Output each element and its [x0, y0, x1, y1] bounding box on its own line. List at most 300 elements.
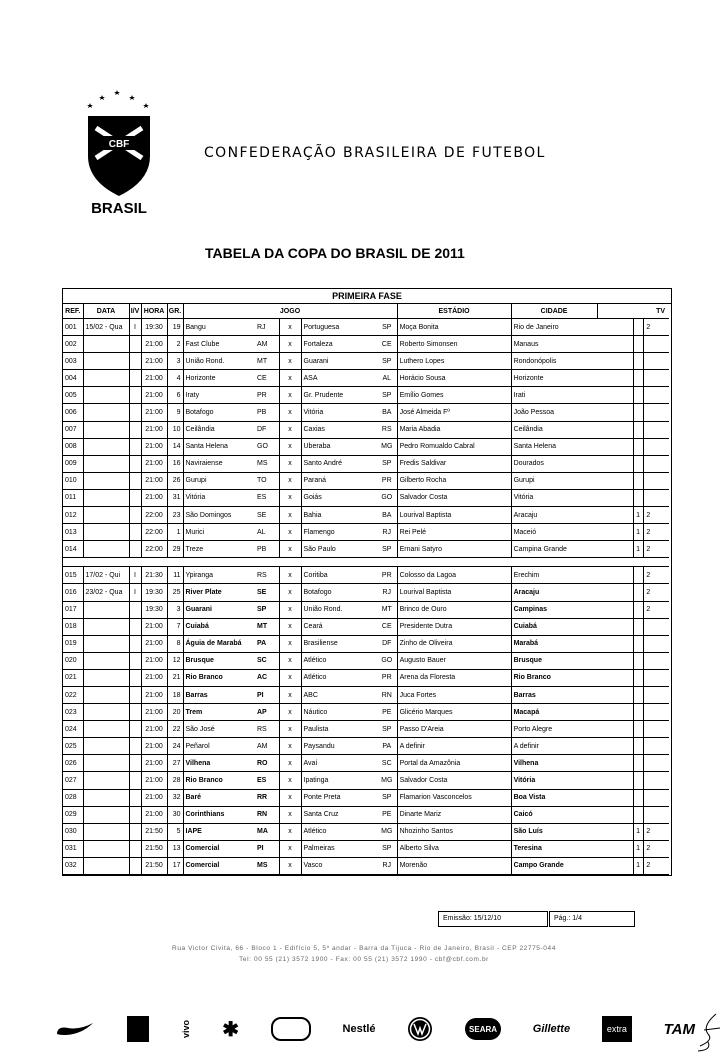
- cell-city: Manaus: [511, 336, 597, 353]
- cell-away-state: SP: [377, 387, 397, 404]
- table-row: [63, 669, 669, 686]
- phase-title: PRIMEIRA FASE: [63, 289, 671, 304]
- col-date: DATA: [83, 304, 129, 319]
- cell-home-team: Águia de Marabá: [183, 635, 255, 652]
- cell-away-team: Brasiliense: [301, 635, 377, 652]
- table-row: [63, 857, 669, 874]
- cell-time: 21:00: [141, 789, 167, 806]
- cell-stadium: Moça Bonita: [397, 319, 511, 336]
- vivo-logo: vivo: [180, 1019, 191, 1038]
- itau-logo: [127, 1016, 149, 1042]
- cell-away-team: Portuguesa: [301, 319, 377, 336]
- cell-home-team: Naviraiense: [183, 455, 255, 472]
- cell-vs: x: [279, 738, 301, 755]
- cell-time: 21:00: [141, 721, 167, 738]
- cell-vs: x: [279, 669, 301, 686]
- cell-date: [83, 336, 129, 353]
- cell-tv-end: [653, 404, 669, 421]
- cell-date: [83, 507, 129, 524]
- cell-tv-blank: [597, 336, 633, 353]
- cell-tv-end: [653, 635, 669, 652]
- cell-tv-1: [633, 336, 643, 353]
- cell-date: [83, 370, 129, 387]
- col-group: GR.: [167, 304, 183, 319]
- cell-tv-blank: [597, 319, 633, 336]
- cell-away-state: SP: [377, 840, 397, 857]
- cell-date: [83, 857, 129, 874]
- cell-group: 13: [167, 840, 183, 857]
- cell-date: [83, 772, 129, 789]
- cell-tv-blank: [597, 669, 633, 686]
- cell-group: 1: [167, 524, 183, 541]
- col-stadium: ESTÁDIO: [397, 304, 511, 319]
- signature-mark: [694, 1012, 724, 1052]
- cell-time: 21:00: [141, 806, 167, 823]
- cell-tv-end: [653, 806, 669, 823]
- cell-ref: 002: [63, 336, 83, 353]
- cell-iv: [129, 823, 141, 840]
- table-row: [63, 336, 669, 353]
- cell-time: 22:00: [141, 541, 167, 558]
- cell-tv-end: [653, 524, 669, 541]
- cell-vs: x: [279, 686, 301, 703]
- cell-tv-end: [653, 489, 669, 506]
- table-row: [63, 686, 669, 703]
- table-row: [63, 584, 669, 601]
- cell-ref: 016: [63, 584, 83, 601]
- cell-home-state: RS: [255, 567, 279, 584]
- cell-city: Cuiabá: [511, 618, 597, 635]
- cell-away-team: Vasco: [301, 857, 377, 874]
- cell-iv: [129, 404, 141, 421]
- cell-time: 21:50: [141, 840, 167, 857]
- cell-away-team: Ipatinga: [301, 772, 377, 789]
- cell-home-state: SE: [255, 584, 279, 601]
- cell-home-team: Murici: [183, 524, 255, 541]
- cell-stadium: Passo D'Areia: [397, 721, 511, 738]
- cell-away-team: Botafogo: [301, 584, 377, 601]
- cell-away-team: Caxias: [301, 421, 377, 438]
- cell-city: Vilhena: [511, 755, 597, 772]
- cell-stadium: Dinarte Mariz: [397, 806, 511, 823]
- cell-city: Horizonte: [511, 370, 597, 387]
- cell-home-state: MA: [255, 823, 279, 840]
- cell-time: 21:00: [141, 489, 167, 506]
- cell-tv-end: [653, 669, 669, 686]
- cell-tv-blank: [597, 840, 633, 857]
- cell-city: Barras: [511, 686, 597, 703]
- cell-time: 21:00: [141, 704, 167, 721]
- cell-home-state: AC: [255, 669, 279, 686]
- cell-time: 21:00: [141, 404, 167, 421]
- cell-group: 30: [167, 806, 183, 823]
- cell-vs: x: [279, 806, 301, 823]
- cell-away-team: Náutico: [301, 704, 377, 721]
- cell-iv: [129, 669, 141, 686]
- table-row: [63, 789, 669, 806]
- cell-tv-end: [653, 601, 669, 618]
- cell-tv-1: [633, 635, 643, 652]
- cell-time: 21:30: [141, 567, 167, 584]
- cell-tv-blank: [597, 806, 633, 823]
- cell-away-state: PE: [377, 806, 397, 823]
- cell-home-team: Botafogo: [183, 404, 255, 421]
- guarana-antarctica-logo: [271, 1017, 311, 1041]
- cell-stadium: José Almeida Fº: [397, 404, 511, 421]
- cell-tv-blank: [597, 857, 633, 874]
- cell-stadium: Roberto Simonsen: [397, 336, 511, 353]
- cell-home-state: AP: [255, 704, 279, 721]
- cell-tv-end: [653, 370, 669, 387]
- cell-date: [83, 438, 129, 455]
- table-row: [63, 772, 669, 789]
- cell-tv-blank: [597, 686, 633, 703]
- cell-time: 22:00: [141, 524, 167, 541]
- cell-group: 7: [167, 618, 183, 635]
- cell-ref: 020: [63, 652, 83, 669]
- cell-date: [83, 789, 129, 806]
- cell-city: Aracaju: [511, 584, 597, 601]
- cell-tv-1: [633, 438, 643, 455]
- cell-vs: x: [279, 370, 301, 387]
- cell-away-state: RN: [377, 686, 397, 703]
- cell-tv-2: [643, 789, 653, 806]
- table-row: [63, 541, 669, 558]
- cell-group: 18: [167, 686, 183, 703]
- cell-date: [83, 840, 129, 857]
- cell-time: 21:00: [141, 336, 167, 353]
- table-row: [63, 404, 669, 421]
- cell-away-state: SP: [377, 789, 397, 806]
- cell-home-team: Treze: [183, 541, 255, 558]
- cell-iv: I: [129, 584, 141, 601]
- cell-stadium: Glicério Marques: [397, 704, 511, 721]
- vivo-symbol-icon: ✱: [222, 1018, 240, 1041]
- cell-away-state: DF: [377, 635, 397, 652]
- cell-away-team: ABC: [301, 686, 377, 703]
- table-row: [63, 823, 669, 840]
- cell-vs: x: [279, 823, 301, 840]
- cell-ref: 001: [63, 319, 83, 336]
- col-city: CIDADE: [511, 304, 597, 319]
- cell-home-team: Corinthians: [183, 806, 255, 823]
- cell-stadium: Morenão: [397, 857, 511, 874]
- cell-home-state: AL: [255, 524, 279, 541]
- cell-stadium: Zinho de Oliveira: [397, 635, 511, 652]
- cell-home-state: MT: [255, 353, 279, 370]
- cell-date: [83, 704, 129, 721]
- cell-home-team: Fast Clube: [183, 336, 255, 353]
- table-row: [63, 755, 669, 772]
- cell-home-state: DF: [255, 421, 279, 438]
- cell-group: 29: [167, 541, 183, 558]
- cell-tv-blank: [597, 652, 633, 669]
- cell-tv-blank: [597, 438, 633, 455]
- cell-date: [83, 601, 129, 618]
- cell-tv-blank: [597, 507, 633, 524]
- cell-tv-blank: [597, 387, 633, 404]
- cell-home-state: RR: [255, 789, 279, 806]
- cell-iv: [129, 806, 141, 823]
- cell-away-state: SP: [377, 455, 397, 472]
- cell-tv-end: [653, 472, 669, 489]
- cell-home-team: Vitória: [183, 489, 255, 506]
- cell-tv-blank: [597, 353, 633, 370]
- cell-ref: 010: [63, 472, 83, 489]
- cell-vs: x: [279, 421, 301, 438]
- cell-group: 3: [167, 601, 183, 618]
- cell-tv-end: [653, 857, 669, 874]
- cell-ref: 012: [63, 507, 83, 524]
- cbf-crest-logo: [78, 86, 160, 216]
- cell-stadium: Augusto Bauer: [397, 652, 511, 669]
- nike-logo: [55, 1020, 95, 1038]
- cell-home-state: PB: [255, 404, 279, 421]
- cell-vs: x: [279, 601, 301, 618]
- cell-tv-1: [633, 455, 643, 472]
- cell-tv-2: [643, 421, 653, 438]
- cell-iv: [129, 336, 141, 353]
- cell-iv: [129, 772, 141, 789]
- cell-date: [83, 618, 129, 635]
- cell-home-state: RO: [255, 755, 279, 772]
- cell-iv: [129, 618, 141, 635]
- cell-iv: [129, 652, 141, 669]
- cell-tv-blank: [597, 455, 633, 472]
- cell-ref: 008: [63, 438, 83, 455]
- cell-tv-2: [643, 721, 653, 738]
- cell-tv-2: 2: [643, 857, 653, 874]
- cell-away-team: Vitória: [301, 404, 377, 421]
- cell-tv-1: [633, 404, 643, 421]
- cell-city: Macapá: [511, 704, 597, 721]
- cell-time: 19:30: [141, 601, 167, 618]
- cell-vs: x: [279, 584, 301, 601]
- cell-iv: [129, 755, 141, 772]
- cell-city: Porto Alegre: [511, 721, 597, 738]
- cell-date: [83, 541, 129, 558]
- cell-iv: [129, 738, 141, 755]
- cell-home-state: SC: [255, 652, 279, 669]
- cell-city: Rondonópolis: [511, 353, 597, 370]
- cell-group: 32: [167, 789, 183, 806]
- cell-city: Ceilândia: [511, 421, 597, 438]
- cell-tv-1: [633, 319, 643, 336]
- cell-tv-blank: [597, 823, 633, 840]
- cell-tv-blank: [597, 755, 633, 772]
- cell-away-team: São Paulo: [301, 541, 377, 558]
- organization-title: CONFEDERAÇÃO BRASILEIRA DE FUTEBOL: [204, 145, 546, 161]
- cell-iv: [129, 686, 141, 703]
- cell-tv-end: [653, 618, 669, 635]
- cell-tv-1: [633, 421, 643, 438]
- cell-ref: 027: [63, 772, 83, 789]
- cell-tv-1: [633, 738, 643, 755]
- table-header-row: [63, 304, 669, 319]
- cell-home-state: MT: [255, 618, 279, 635]
- svg-text:BRASIL: BRASIL: [91, 200, 147, 216]
- cell-stadium: Portal da Amazônia: [397, 755, 511, 772]
- table-row: [63, 704, 669, 721]
- cell-ref: 032: [63, 857, 83, 874]
- cell-tv-2: [643, 472, 653, 489]
- cell-tv-end: [653, 438, 669, 455]
- cell-home-state: MS: [255, 455, 279, 472]
- cell-vs: x: [279, 541, 301, 558]
- cell-date: 15/02 - Qua: [83, 319, 129, 336]
- cell-city: Gurupi: [511, 472, 597, 489]
- cell-group: 10: [167, 421, 183, 438]
- cell-group: 23: [167, 507, 183, 524]
- cell-group: 26: [167, 472, 183, 489]
- cell-home-team: River Plate: [183, 584, 255, 601]
- col-time: HORA: [141, 304, 167, 319]
- cell-date: [83, 404, 129, 421]
- cell-vs: x: [279, 507, 301, 524]
- cell-tv-1: 1: [633, 823, 643, 840]
- cell-tv-2: [643, 686, 653, 703]
- cell-vs: x: [279, 772, 301, 789]
- cell-away-state: SP: [377, 353, 397, 370]
- cell-away-team: Paysandu: [301, 738, 377, 755]
- cell-ref: 023: [63, 704, 83, 721]
- cell-away-team: ASA: [301, 370, 377, 387]
- cell-tv-2: 2: [643, 823, 653, 840]
- cell-ref: 015: [63, 567, 83, 584]
- cell-tv-2: 2: [643, 584, 653, 601]
- cell-away-team: Guarani: [301, 353, 377, 370]
- cell-time: 21:50: [141, 823, 167, 840]
- table-row: [63, 370, 669, 387]
- cell-away-state: MT: [377, 601, 397, 618]
- cell-ref: 028: [63, 789, 83, 806]
- cell-home-team: IAPE: [183, 823, 255, 840]
- cell-tv-2: [643, 652, 653, 669]
- cell-date: [83, 669, 129, 686]
- cell-time: 21:00: [141, 387, 167, 404]
- cell-date: [83, 387, 129, 404]
- cell-group: 28: [167, 772, 183, 789]
- cell-ref: 026: [63, 755, 83, 772]
- cell-vs: x: [279, 387, 301, 404]
- cell-away-team: Avaí: [301, 755, 377, 772]
- cell-home-state: PI: [255, 686, 279, 703]
- cell-tv-2: [643, 704, 653, 721]
- cell-away-state: SP: [377, 721, 397, 738]
- cell-away-team: Gr. Prudente: [301, 387, 377, 404]
- cell-group: 25: [167, 584, 183, 601]
- cell-iv: [129, 353, 141, 370]
- cell-tv-2: [643, 336, 653, 353]
- emission-date: Emissão: 15/12/10: [438, 911, 548, 927]
- cell-away-team: Ceará: [301, 618, 377, 635]
- cell-stadium: Nhozinho Santos: [397, 823, 511, 840]
- cell-city: Dourados: [511, 455, 597, 472]
- cell-tv-1: [633, 755, 643, 772]
- cell-tv-2: [643, 404, 653, 421]
- cell-city: Caicó: [511, 806, 597, 823]
- cell-tv-1: [633, 567, 643, 584]
- cell-stadium: Fredis Saldivar: [397, 455, 511, 472]
- cell-tv-blank: [597, 601, 633, 618]
- cell-iv: I: [129, 319, 141, 336]
- cell-ref: 006: [63, 404, 83, 421]
- col-iv: I/V: [129, 304, 141, 319]
- cell-vs: x: [279, 721, 301, 738]
- table-row: [63, 635, 669, 652]
- cell-stadium: Salvador Costa: [397, 489, 511, 506]
- cell-date: [83, 421, 129, 438]
- cell-away-team: Coritiba: [301, 567, 377, 584]
- cell-date: [83, 806, 129, 823]
- cell-tv-1: [633, 772, 643, 789]
- cell-away-team: Palmeiras: [301, 840, 377, 857]
- cell-date: [83, 353, 129, 370]
- cell-ref: 017: [63, 601, 83, 618]
- cell-city: Erechim: [511, 567, 597, 584]
- cell-home-team: Baré: [183, 789, 255, 806]
- cell-iv: [129, 421, 141, 438]
- schedule-table: [62, 288, 672, 876]
- cell-iv: [129, 438, 141, 455]
- cell-group: 31: [167, 489, 183, 506]
- cell-home-team: Santa Helena: [183, 438, 255, 455]
- table-row: [63, 455, 669, 472]
- cell-iv: [129, 721, 141, 738]
- cell-away-state: BA: [377, 507, 397, 524]
- cell-tv-2: [643, 438, 653, 455]
- cell-city: Rio de Janeiro: [511, 319, 597, 336]
- cell-home-state: ES: [255, 489, 279, 506]
- cell-stadium: Flamarion Vasconcelos: [397, 789, 511, 806]
- cell-date: [83, 823, 129, 840]
- cell-away-state: MG: [377, 438, 397, 455]
- cell-stadium: Lourival Baptista: [397, 584, 511, 601]
- cell-away-team: Bahia: [301, 507, 377, 524]
- cell-group: 27: [167, 755, 183, 772]
- gillette-logo: Gillette: [532, 1023, 571, 1035]
- cell-tv-2: [643, 489, 653, 506]
- cell-city: Irati: [511, 387, 597, 404]
- cell-away-state: AL: [377, 370, 397, 387]
- cell-ref: 004: [63, 370, 83, 387]
- cell-home-team: São Domingos: [183, 507, 255, 524]
- cell-group: 21: [167, 669, 183, 686]
- cell-group: 11: [167, 567, 183, 584]
- cell-time: 19:30: [141, 319, 167, 336]
- cell-stadium: Arena da Floresta: [397, 669, 511, 686]
- cell-tv-end: [653, 704, 669, 721]
- cell-group: 17: [167, 857, 183, 874]
- cell-vs: x: [279, 353, 301, 370]
- cell-tv-1: [633, 669, 643, 686]
- cell-stadium: Juca Fortes: [397, 686, 511, 703]
- cell-home-team: Bangu: [183, 319, 255, 336]
- cell-tv-end: [653, 387, 669, 404]
- cell-tv-2: [643, 618, 653, 635]
- cell-tv-2: 2: [643, 541, 653, 558]
- extra-logo: extra: [602, 1016, 632, 1042]
- cell-vs: x: [279, 755, 301, 772]
- cell-iv: [129, 857, 141, 874]
- seara-logo: SEARA: [465, 1018, 501, 1040]
- svg-text:CBF: CBF: [108, 139, 130, 150]
- cell-time: 21:00: [141, 438, 167, 455]
- cell-home-state: PA: [255, 635, 279, 652]
- cell-tv-1: [633, 806, 643, 823]
- cell-tv-blank: [597, 404, 633, 421]
- cell-ref: 003: [63, 353, 83, 370]
